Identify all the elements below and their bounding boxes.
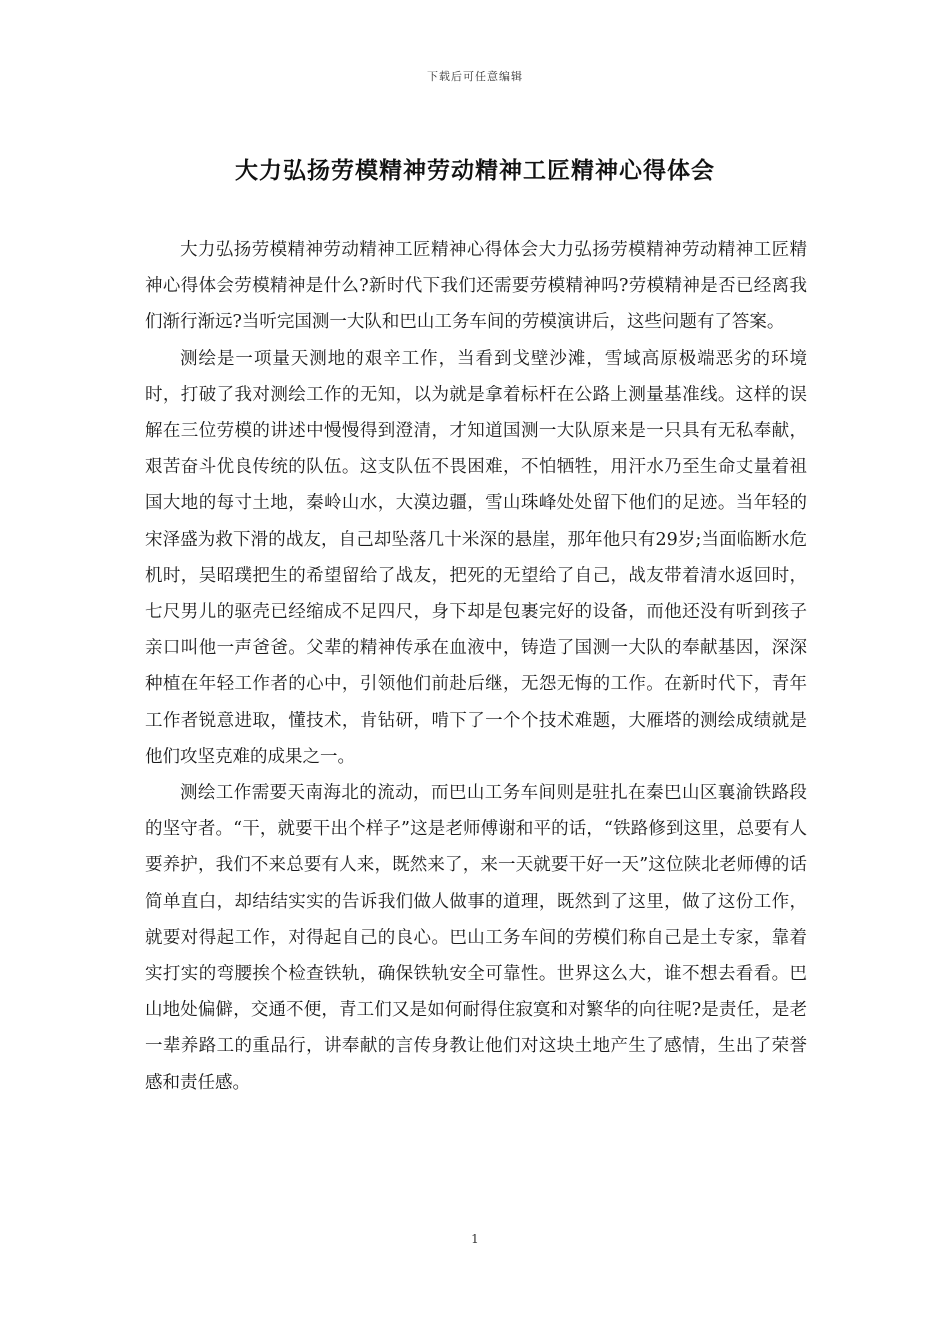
document-body [145,232,807,1101]
paragraph-2: 测绘是一项量天测地的艰辛工作，当看到戈壁沙滩，雪域高原极端恶劣的环境时，打破了我对测绘工作的无知，以为就是拿着标杆在公路上测量基准线。这样的误解在三位劳模的讲述中慢慢得到澄清，才知道国测一大队原来是一只具有无私奉献，艰苦奋斗优良传统的队伍。这支队伍不畏困难，不怕牺牲，用汗水乃至生命丈量着祖国大地的每寸土地，秦岭山水，大漠边疆，雪山珠峰处处留下他们的足迹。当年轻的宋泽盛为救下滑的战友，自己却坠落几十米深的悬崖，那年他只有29岁;当面临断水危机时，吴昭璞把生的希望留给了战友，把死的无望给了自己，战友带着清水返回时，七尺男儿的驱壳已经缩成不足四尺，身下却是包裹完好的设备，而他还没有听到孩子亲口叫他一声爸爸。父辈的精神传承在血液中，铸造了国测一大队的奉献基因，深深种植在年轻工作者的心中，引领他们前赴后继，无怨无悔的工作。在新时代下，青年工作者锐意进取，懂技术，肯钻研，啃下了一个个技术难题，大雁塔的测绘成绩就是他们攻坚克难的成果之一。 [145,348,807,767]
page-number: 1 [471,1232,479,1246]
document-title: 大力弘扬劳模精神劳动精神工匠精神心得体会 [235,158,715,184]
paragraph-1: 大力弘扬劳模精神劳动精神工匠精神心得体会大力弘扬劳模精神劳动精神工匠精神心得体会劳模精神是什么?新时代下我们还需要劳模精神吗?劳模精神是否已经离我们渐行渐远?当听完国测一大队和巴山工务车间的劳模演讲后，这些问题有了答案。 [145,240,807,333]
page-header: 下载后可任意编辑 [427,70,523,83]
paragraph-3: 测绘工作需要天南海北的流动，而巴山工务车间则是驻扎在秦巴山区襄渝铁路段的坚守者。“干，就要干出个样子”这是老师傅谢和平的话，“铁路修到这里，总要有人要养护，我们不来总要有人来，既然来了，来一天就要干好一天”这位陕北老师傅的话简单直白，却结结实实的告诉我们做人做事的道理，既然到了这里，做了这份工作，就要对得起工作，对得起自己的良心。巴山工务车间的劳模们称自己是土专家，靠着实打实的弯腰挨个检查铁轨，确保铁轨安全可靠性。世界这么大，谁不想去看看。巴山地处偏僻，交通不便，青工们又是如何耐得住寂寞和对繁华的向往呢?是责任，是老一辈养路工的重品行，讲奉献的言传身教让他们对这块土地产生了感情，生出了荣誉感和责任感。 [145,783,807,1093]
